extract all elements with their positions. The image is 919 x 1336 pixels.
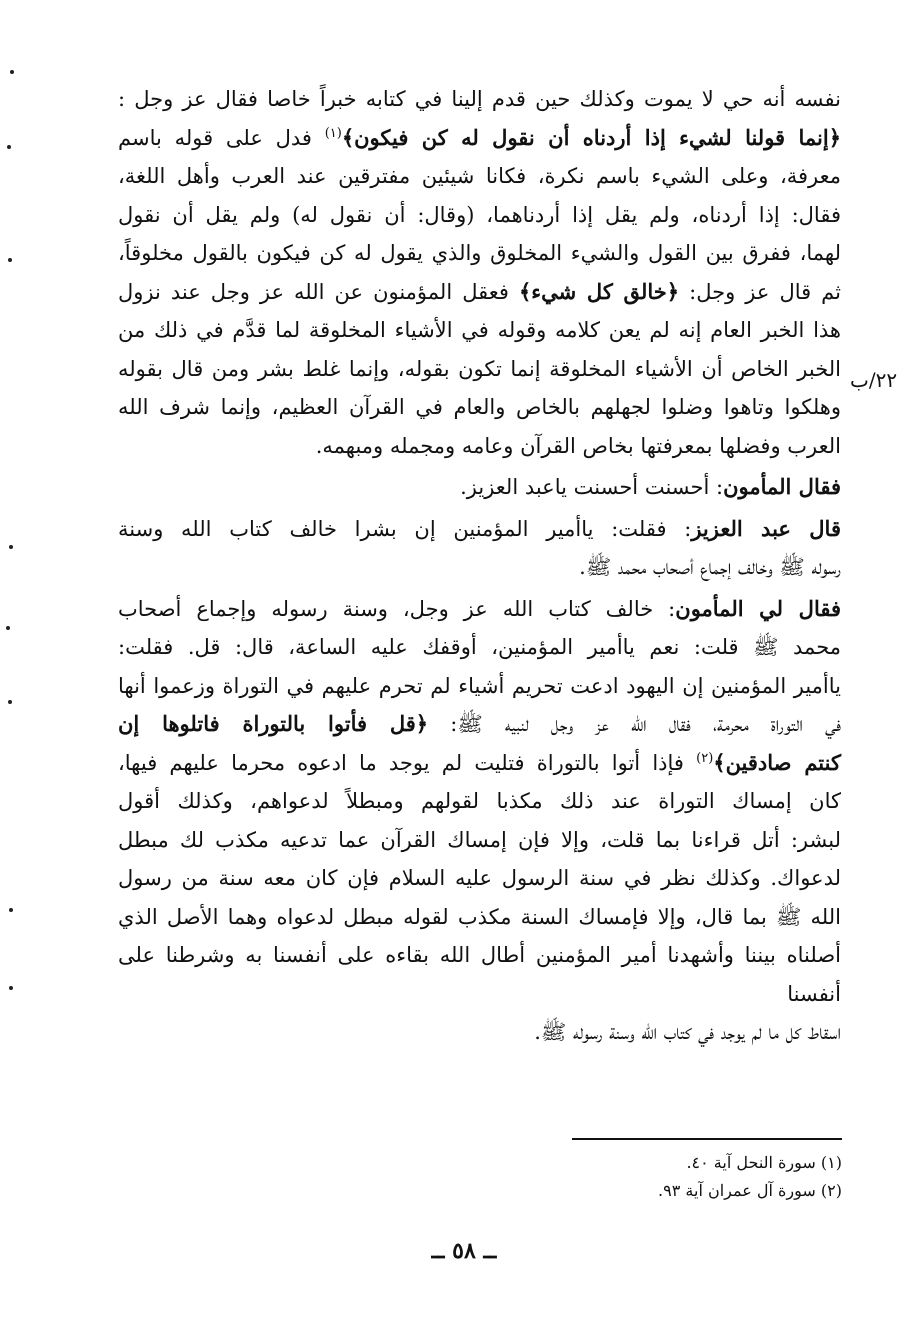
footnote-1: (١) سورة النحل آية ٤٠. — [686, 1153, 842, 1172]
scan-speck — [8, 700, 12, 704]
text-segment: الخبر الخاص أن الأشياء المخلوقة إنما تكون بقوله، وإنما غلط بشر ومن قال بقوله — [118, 356, 841, 381]
text-line — [118, 744, 841, 783]
text-segment: نفسه أنه حي لا يموت وكذلك حين قدم إلينا في كتابه خبراً خاصا فقال عز وجل : — [118, 87, 841, 111]
footnote-2: (٢) سورة آل عمران آية ٩٣. — [658, 1181, 842, 1200]
text-segment: لبشر: أتل قراءنا بما قلت، وإلا فإن إمساك القرآن عما تدعيه مكذب لك مبطل — [118, 827, 841, 852]
text-segment: فقال: إذا أردناه، ولم يقل إذا أردناهما، (وقال: أن نقول له) ولم يقل أن نقول — [118, 202, 841, 227]
footnotes — [560, 1149, 842, 1205]
text-line — [118, 667, 841, 706]
bold-text-segment: ﴿إنما قولنا لشيء إذا أردناه أن نقول له كن فيكون﴾ — [341, 124, 841, 150]
bold-text-segment: فقال المأمون — [723, 474, 841, 499]
text-line — [118, 234, 841, 273]
scan-speck — [8, 258, 12, 262]
text-line — [118, 628, 841, 667]
scan-speck — [7, 145, 11, 149]
text-segment: في التوراة محرمة، فقال الله عز وجل لنبيه ﷺ: — [428, 712, 842, 736]
text-segment: لهما، ففرق بين القول والشيء المخلوق والذي يقول له كن فيكون بالقول مخلوقاً، — [118, 241, 841, 265]
text-segment: معرفة، وعلى الشيء باسم نكرة، فكانا شيئين مفترقين عند العرب وأهل اللغة، — [118, 164, 841, 188]
text-segment: محمد ﷺ قلت: نعم ياأمير المؤمنين، أوقفك عليه الساعة، قال: قل. فقلت: — [118, 635, 841, 659]
scan-speck — [9, 545, 13, 549]
margin-folio-note: ٢٢/ب — [850, 368, 898, 392]
text-segment: أصلناه بيننا وأشهدنا أمير المؤمنين أطال الله بقاءه على أنفسنا به وشرطنا على أنفسنا — [118, 943, 841, 1006]
text-segment: لدعواك. وكذلك نظر في سنة الرسول عليه السلام فإن كان معه سنة من رسول — [118, 866, 841, 890]
text-segment: الله ﷺ بما قال، وإلا فإمساك السنة مكذب لقوله مبطل لدعواه وهما الأصل الذي — [118, 904, 841, 929]
text-line — [118, 80, 841, 119]
text-segment: العرب وفضلها بمعرفتها بخاص القرآن وعامه ومجمله ومبهمه. — [315, 433, 841, 458]
text-line — [118, 1013, 841, 1052]
text-segment: ياأمير المؤمنين إن اليهود ادعت تحريم أشياء لم تحرم عليهم في التوراة وزعموا أنها — [118, 673, 841, 698]
text-line — [118, 196, 841, 235]
text-segment: : فقلت: ياأمير المؤمنين إن بشرا خالف كتاب الله وسنة — [118, 516, 692, 541]
text-line — [118, 510, 841, 549]
text-segment: فدل على قوله باسم — [118, 125, 325, 150]
footnote-ref: (١) — [324, 125, 342, 141]
text-line — [118, 821, 841, 860]
scan-speck — [9, 908, 13, 912]
text-line — [118, 468, 841, 507]
scan-speck — [10, 70, 14, 74]
text-line — [118, 705, 841, 744]
text-segment: هذا الخبر العام إنه لم يعن كلامه وقوله في الأشياء المخلوقة لما قدَّم في ذلك من — [118, 318, 842, 342]
text-segment: : أحسنت أحسنت ياعبد العزيز. — [460, 475, 724, 499]
text-segment: كان إمساك التوراة عند ذلك مكذبا لقولهم ومبطلاً لدعواهم، وكذلك أقول — [118, 789, 841, 813]
text-line — [118, 427, 841, 466]
footnote-separator — [572, 1138, 842, 1140]
main-text — [118, 80, 841, 1052]
text-line — [118, 311, 841, 350]
text-segment: : خالف كتاب الله عز وجل، وسنة رسوله وإجماع أصحاب — [118, 596, 676, 621]
bold-text-segment: كنتم صادقين﴾ — [713, 749, 841, 775]
text-line — [118, 157, 841, 196]
footnote-ref: (٢) — [696, 750, 714, 766]
bold-text-segment: ﴿خالق كل شيء﴾ — [518, 278, 680, 304]
scan-speck — [6, 626, 10, 630]
text-line — [118, 548, 841, 587]
text-line — [118, 119, 841, 158]
text-segment: وهلكوا وتاهوا وضلوا لجهلهم بالخاص والعام في القرآن العظيم، وإنما شرف الله — [118, 395, 841, 419]
bold-text-segment: قال عبد العزيز — [691, 515, 841, 541]
bold-text-segment: ﴿قل فأتوا بالتوراة فاتلوها إن — [118, 711, 429, 736]
text-line — [118, 936, 841, 1013]
text-segment: رسوله ﷺ وخالف إجماع أصحاب محمد ﷺ. — [579, 555, 841, 579]
text-line — [118, 782, 841, 821]
scan-speck — [9, 986, 13, 990]
text-line — [118, 590, 841, 629]
text-line — [118, 388, 841, 427]
text-line — [118, 859, 841, 898]
text-segment: فعقل المؤمنون عن الله عز وجل عند نزول — [118, 279, 519, 304]
text-segment: فإذا أتوا بالتوراة فتليت لم يوجد ما ادعوه محرما عليهم فيها، — [118, 750, 697, 775]
text-segment: اسقاط كل ما لم يوجد في كتاب الله وسنة رسوله ﷺ. — [534, 1020, 841, 1044]
text-line — [118, 350, 841, 389]
page-number: ــ ٥٨ ــ — [431, 1238, 497, 1264]
text-line — [118, 273, 841, 312]
text-segment: ثم قال عز وجل: — [679, 279, 841, 304]
text-line — [118, 898, 841, 937]
bold-text-segment: فقال لي المأمون — [675, 595, 842, 621]
